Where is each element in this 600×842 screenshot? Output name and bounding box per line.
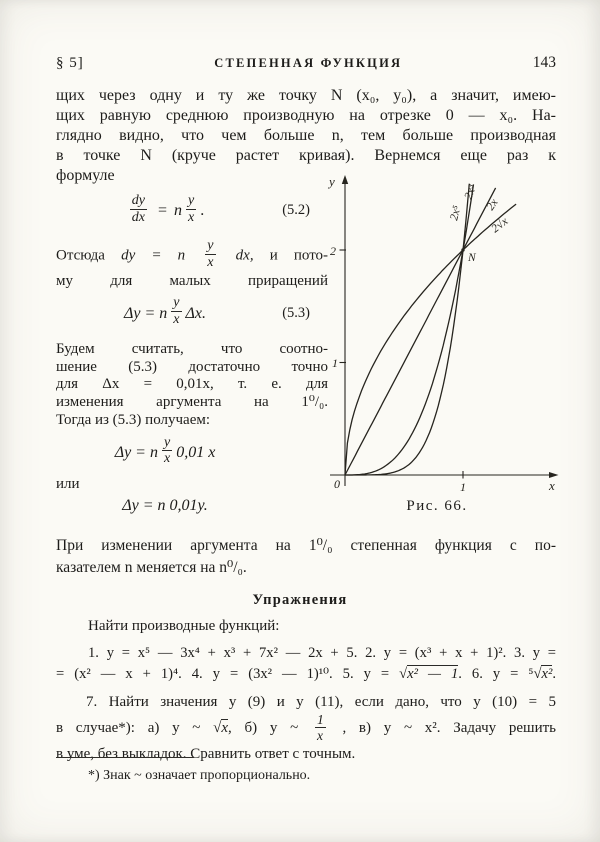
- text-line: шение (5.3) достаточно точно: [56, 358, 328, 375]
- fraction-y-x: $\frac{y}{x}$: [207, 238, 214, 271]
- text-line: изменения аргумента на 1⁰/₀.: [56, 394, 328, 411]
- exercise-line-1: 1. y = x⁵ — 3x⁴ + x³ + 7x² — 2x + 5. 2. y = (x³ + x + 1)². 3. y =: [88, 645, 556, 661]
- running-title: СТЕПЕННАЯ ФУНКЦИЯ: [214, 56, 403, 70]
- exercises-list: [56, 643, 556, 685]
- formula-5-3: Δy = n $\frac{y}{x}$ Δx. (5.3): [123, 295, 310, 328]
- curve-label-2x: 2x: [484, 196, 501, 213]
- equation-number: (5.3): [282, 304, 310, 321]
- text-line: формуле: [56, 167, 115, 184]
- text-line: в точке N (круче растет кривая). Вернемся еще раз к: [56, 147, 556, 164]
- fraction-y-x: $\frac{y}{x}$: [173, 295, 180, 328]
- text-ili: или: [56, 476, 80, 493]
- y-axis-arrow-icon: [342, 175, 348, 184]
- text-line: 7. Найти значения y (9) и y (11), если дано, что y (10) = 5: [86, 694, 556, 710]
- radicand: x: [221, 720, 229, 737]
- text-line: казателем n меняется на n⁰/₀.: [56, 559, 247, 576]
- curve-2x5: [345, 184, 469, 475]
- fraction-1-x: $\frac{1}{x}$: [316, 712, 324, 744]
- paragraph-otsyuda: Отсюда dy = n $\frac{y}{x}$ dx, и пото-: [56, 238, 329, 271]
- power-curves-plot: [325, 170, 565, 502]
- formula-delta-y: Δy = n $\frac{y}{x}$ 0,01 x: [114, 434, 216, 467]
- radicand: x² — 1: [407, 666, 459, 682]
- text-line: Будем считать, что соотно-: [56, 340, 328, 357]
- radicand: x²: [541, 666, 553, 682]
- equation-number: (5.2): [282, 202, 310, 219]
- formula-5-2: $\frac{dy}{dx}$ = n $\frac{y}{x}$ . (5.2): [131, 193, 310, 225]
- fraction-y-x: $\frac{y}{x}$: [163, 434, 171, 467]
- text-line: глядно видно, что чем больше n, тем больше производная: [56, 127, 556, 144]
- y-tick-label-2: 2: [330, 244, 336, 258]
- curve-2sqrtx: [345, 204, 516, 475]
- curve-2x3: [345, 184, 474, 475]
- fraction-dy-dx: $\frac{dy}{dx}$: [131, 193, 145, 225]
- footnote-rule: [56, 757, 194, 758]
- text-line: му для малых приращений: [56, 272, 328, 289]
- exercises-heading: Упражнения: [252, 592, 348, 608]
- text-line: в случае*): а) y ~ √x, б) y ~ $\frac{1}{x}$ , в) y ~ x². Задачу решить: [56, 712, 557, 744]
- curve-label-2x3: 2x³: [462, 183, 479, 202]
- figure-66: [325, 170, 565, 515]
- fraction-y-x: $\frac{y}{x}$: [188, 193, 195, 225]
- origin-label: 0: [334, 477, 340, 491]
- curve-label-2x5: 2x⁵: [448, 204, 464, 222]
- formula-delta-y-final: Δy = n 0,01y.: [122, 496, 208, 514]
- section-marker: § 5]: [56, 55, 84, 71]
- text-line: для Δx = 0,01x, т. е. для: [56, 376, 328, 393]
- paragraph-percent: [56, 535, 556, 579]
- text-line: в уме, без выкладок. Сравнить ответ с точным.: [56, 746, 356, 763]
- x-tick-label-1: 1: [460, 480, 466, 494]
- exercise-line-2: = (x² — x + 1)⁴. 4. y = (3x² — 1)¹⁰. 5. y = √x² — 1. 6. y = ⁵√x².: [56, 666, 556, 682]
- curve-label-2sqrtx: 2√x: [489, 215, 511, 236]
- exercises-intro: Найти производные функций:: [88, 618, 280, 634]
- point-N-marker: [461, 248, 464, 251]
- footnote-text: *) Знак ~ означает пропорционально.: [88, 768, 311, 783]
- text-line: щих через одну и ту же точку N (x₀, y₀), а значит, имею-: [56, 87, 556, 104]
- page-number: 143: [532, 54, 556, 71]
- left-column: [56, 188, 328, 522]
- point-N-label: N: [468, 252, 476, 264]
- text-line: Тогда из (5.3) получаем:: [56, 412, 211, 429]
- text-line: При изменении аргумента на 1⁰/₀ степенная функция с по-: [56, 537, 556, 554]
- curve-2x: [345, 188, 496, 475]
- y-tick-label-1: 1: [332, 356, 338, 370]
- paragraph-budem: [56, 341, 328, 430]
- page-header: [56, 54, 556, 72]
- x-axis-label: x: [549, 478, 555, 493]
- exercise-7: [56, 692, 556, 765]
- figure-caption: Рис. 66.: [406, 498, 468, 514]
- y-axis-label: y: [329, 174, 335, 189]
- text-line: щих равную среднюю производную на отрезке 0 — x₀. На-: [56, 107, 556, 124]
